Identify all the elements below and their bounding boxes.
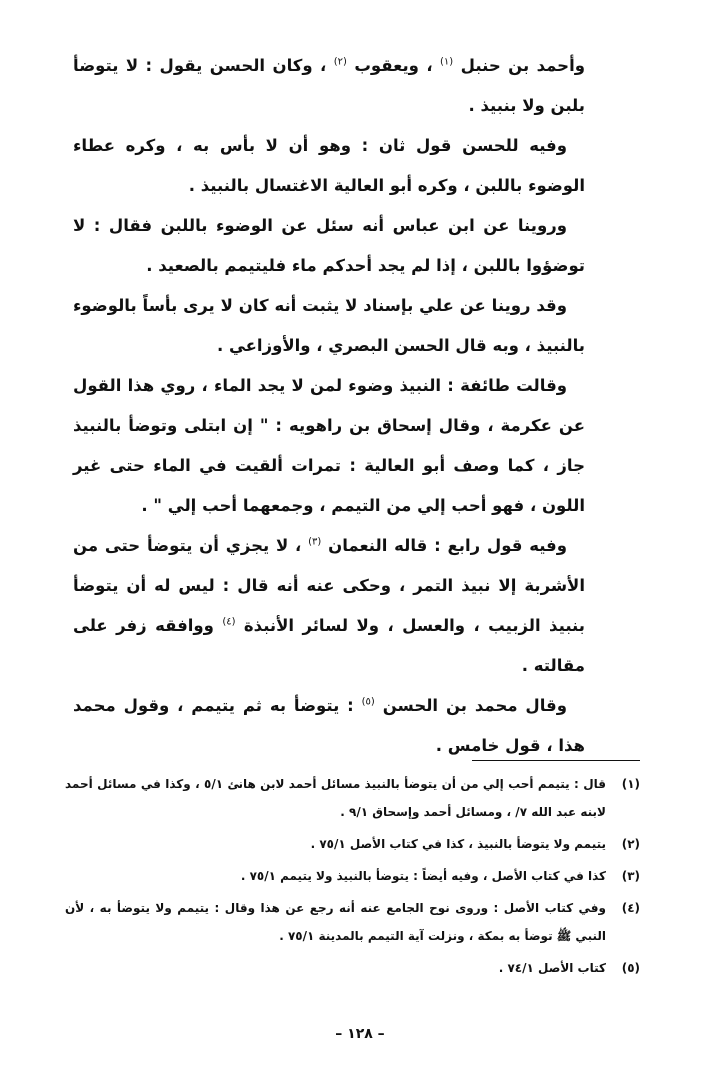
paragraph <box>73 286 585 366</box>
footnote-text: قال : يتيمم أحب إلي من أن يتوضأ بالنبيذ مسائل أحمد لابن هانئ ٥/١ ، وكذا في مسائل أحمد لابنه عبد الله ٧/ ، ومسائل أحمد وإسحاق ٩/١ . <box>65 777 607 819</box>
footnote-ref: (٥) <box>361 696 375 708</box>
footnote <box>65 862 640 890</box>
paragraph-text: وقال محمد بن الحسن <box>374 696 567 715</box>
paragraph-text: وفيه قول رابع : قاله النعمان <box>321 536 567 555</box>
paragraph-text: وقالت طائفة : النبيذ وضوء لمن لا يجد الماء ، روي هذا القول عن عكرمة ، وقال إسحاق بن راهويه : " إن ابتلى وتوضأ بالنبيذ جاز ، كما وصف أبو العالية : تمرات ألقيت في الماء حتى غير اللون ، فهو أحب إلي من التيمم ، وجمعهما أحب إلي " . <box>73 376 585 515</box>
footnote-ref: (٢) <box>333 56 347 68</box>
footnote-number: (٢) <box>621 837 640 851</box>
footnote-text: كتاب الأصل ٧٤/١ . <box>498 961 606 975</box>
footnote-separator <box>472 760 640 761</box>
footnote-text: وفي كتاب الأصل : وروى نوح الجامع عنه أنه رجع عن هذا وقال : يتيمم ولا يتوضأ به ، لأن النبي ﷺ توضأ به بمكة ، ونزلت آية التيمم بالمدينة ٧٥/١ . <box>65 901 606 943</box>
footnote-number: (٤) <box>621 901 640 915</box>
footnote-text: كذا في كتاب الأصل ، وفيه أيضاً : يتوضأ بالنبيذ ولا يتيمم ٧٥/١ . <box>240 869 606 883</box>
paragraph-text: : يتوضأ به ثم يتيمم ، وقول محمد هذا ، قول خامس . <box>73 696 585 755</box>
page-number: – ١٢٨ – <box>335 1026 385 1042</box>
paragraph-text: وأحمد بن حنبل <box>453 56 585 75</box>
footnote-text: يتيمم ولا يتوضأ بالنبيذ ، كذا في كتاب الأصل ٧٥/١ . <box>310 837 606 851</box>
footnote-number: (١) <box>621 777 640 791</box>
footnote <box>65 770 640 826</box>
paragraph <box>73 46 585 126</box>
paragraph <box>73 526 585 686</box>
footnote <box>65 830 640 858</box>
paragraph-text: وفيه للحسن قول ثان : وهو أن لا بأس به ، وكره عطاء الوضوء باللبن ، وكره أبو العالية الاغتسال بالنبيذ . <box>73 136 585 195</box>
footnote <box>65 894 640 950</box>
paragraph <box>73 366 585 526</box>
paragraph <box>73 686 585 766</box>
footnotes <box>65 770 640 986</box>
paragraph-text: وروينا عن ابن عباس أنه سئل عن الوضوء باللبن فقال : لا توضؤوا باللبن ، إذا لم يجد أحدكم ماء فليتيمم بالصعيد . <box>73 216 585 275</box>
footnote <box>65 954 640 982</box>
paragraph-text: ، لا يجزي أن يتوضأ حتى من الأشربة إلا نبيذ التمر ، وحكى عنه أنه قال : ليس له أن يتوضأ بنبيذ الزبيب ، والعسل ، ولا لسائر الأنبذة <box>73 536 585 635</box>
footnote-ref: (١) <box>440 56 454 68</box>
paragraph <box>73 126 585 206</box>
footnote-ref: (٣) <box>308 536 322 548</box>
footnote-number: (٥) <box>621 961 640 975</box>
paragraph-text: ووافقه زفر على مقالته . <box>73 616 585 675</box>
footnote-number: (٣) <box>621 869 640 883</box>
footnote-ref: (٤) <box>222 616 236 628</box>
paragraph-text: ، وكان الحسن يقول : لا يتوضأ بلبن ولا بنبيذ . <box>73 56 585 115</box>
paragraph-text: وقد روينا عن علي بإسناد لا يثبت أنه كان لا يرى بأساً بالوضوء بالنبيذ ، وبه قال الحسن البصري ، والأوزاعي . <box>73 296 585 355</box>
paragraph <box>73 206 585 286</box>
paragraph-text: ، ويعقوب <box>346 56 441 75</box>
main-text <box>73 46 585 766</box>
